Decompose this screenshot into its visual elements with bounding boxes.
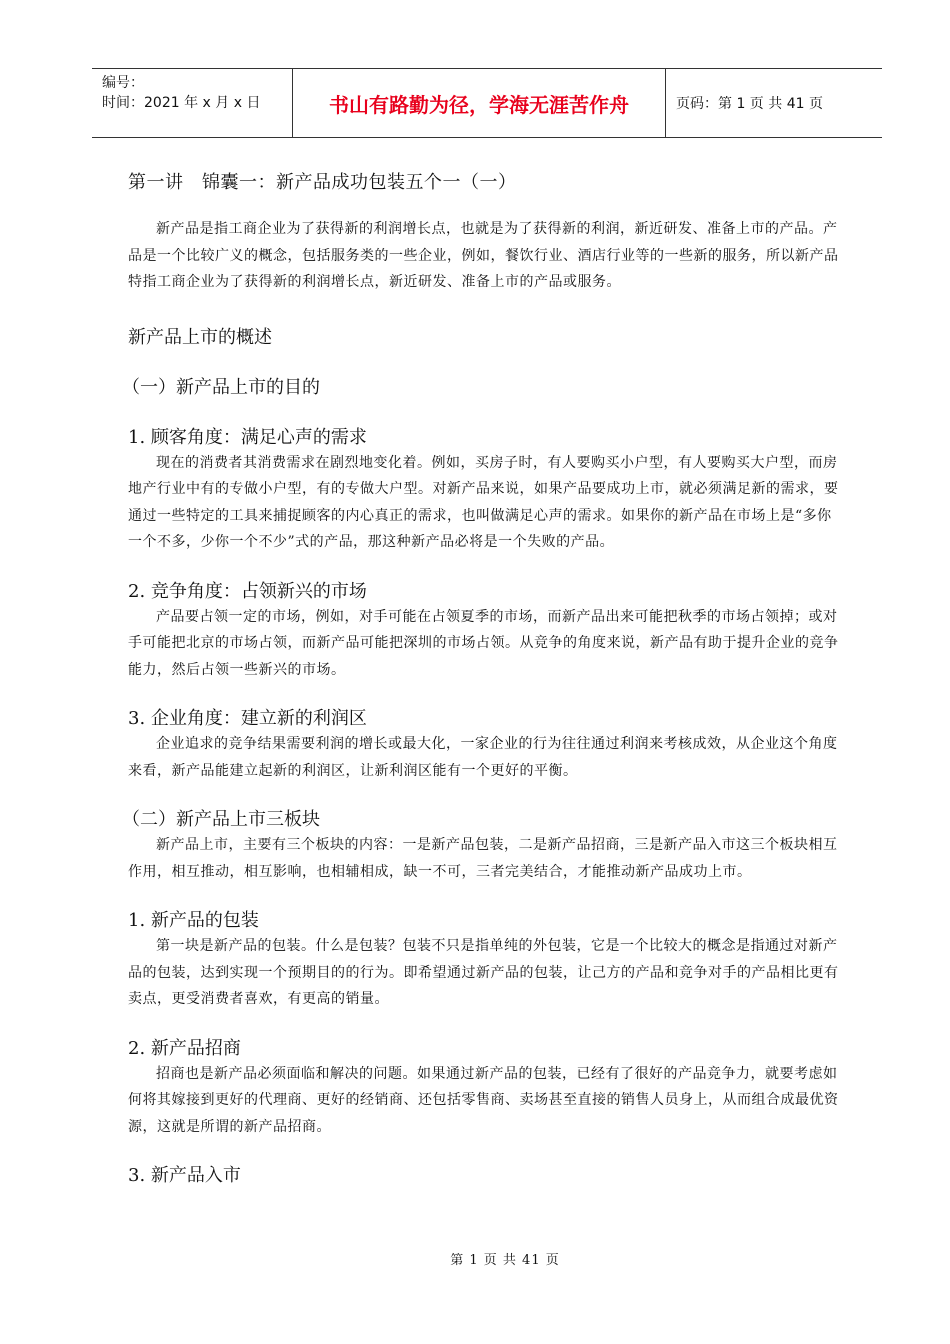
block-item-text: 招商也是新产品必须面临和解决的问题。如果通过新产品的包装，已经有了很好的产品竞争力，就要考虑如何将其嫁接到更好的代理商、更好的经销商、还包括零售商、卖场甚至直接的销售人员身上，从而组合成最优资源，这就是所谓的新产品招商。 (128, 1065, 839, 1135)
page-title: 第一讲 锦囊一：新产品成功包装五个一（一） (128, 172, 517, 193)
footer-page-number: 第 1 页 共 41 页 (450, 1253, 560, 1268)
block-item-text: 第一块是新产品的包装。什么是包装？包装不只是指单纯的外包装，它是一个比较大的概念是指通过对新产品的包装，达到实现一个预期目的的行为。即希望通过新产品的包装，让己方的产品和竞争对手的产品相比更有卖点，更受消费者喜欢，有更高的销量。 (128, 938, 839, 1007)
block-item-heading: 3. 新产品入市 (128, 1165, 241, 1186)
purpose-item-heading: 1. 顾客角度：满足心声的需求 (128, 426, 367, 448)
block-item-heading: 1. 新产品的包装 (128, 910, 259, 931)
blocks-intro: 新产品上市，主要有三个板块的内容：一是新产品包装，二是新产品招商，三是新产品入市这三个板块相互作用，相互推动，相互影响，也相辅相成，缺一不可，三者完美结合，才能推动新产品成功上市。 (128, 837, 838, 880)
purpose-item-text: 企业追求的竞争结果需要利润的增长或最大化，一家企业的行为往往通过利润来考核成效，从企业这个角度来看，新产品能建立起新的利润区，让新利润区能有一个更好的平衡。 (128, 736, 838, 779)
time-label: 时间：2021 年 x 月 x 日 (102, 95, 261, 111)
header-meta (92, 69, 293, 137)
overview-heading: 新产品上市的概述 (128, 326, 272, 348)
header-motto: 书山有路勤为径，学海无涯苦作舟 (293, 69, 666, 137)
intro-paragraph: 新产品是指工商企业为了获得新的利润增长点，也就是为了获得新的利润，新近研发、准备上市的产品。产品是一个比较广义的概念，包括服务类的一些企业，例如，餐饮行业、酒店行业等的一些新的服务，所以新产品特指工商企业为了获得新的利润增长点，新近研发、准备上市的产品或服务。 (128, 221, 839, 290)
purpose-item-text: 现在的消费者其消费需求在剧烈地变化着。例如，买房子时，有人要购买小户型，有人要购买大户型，而房地产行业中有的专做小户型，有的专做大户型。对新产品来说，如果产品要成功上市，就必须满足新的需求，要通过一些特定的工具来捕捉顾客的内心真正的需求，也叫做满足心声的需求。如果你的新产品在市场上是“多你一个不多，少你一个不少”式的产品，那这种新产品必将是一个失败的产品。 (128, 454, 839, 550)
header-table (92, 68, 882, 138)
page-footer (0, 1249, 950, 1268)
document-body (122, 160, 846, 1188)
blocks-heading: （二）新产品上市三板块 (122, 809, 320, 830)
code-label: 编号： (102, 75, 144, 91)
purpose-heading: （一）新产品上市的目的 (122, 376, 320, 398)
purpose-item-heading: 2. 竞争角度：占领新兴的市场 (128, 580, 367, 602)
purpose-item-text: 产品要占领一定的市场，例如，对手可能在占领夏季的市场，而新产品出来可能把秋季的市场占领掉；或对手可能把北京的市场占领，而新产品可能把深圳的市场占领。从竞争的角度来说，新产品有助于提升企业的竞争能力，然后占领一些新兴的市场。 (128, 608, 839, 678)
purpose-item-heading: 3. 企业角度：建立新的利润区 (128, 708, 367, 729)
block-item-heading: 2. 新产品招商 (128, 1037, 241, 1059)
header-page-info: 页码：第 1 页 共 41 页 (676, 96, 823, 112)
